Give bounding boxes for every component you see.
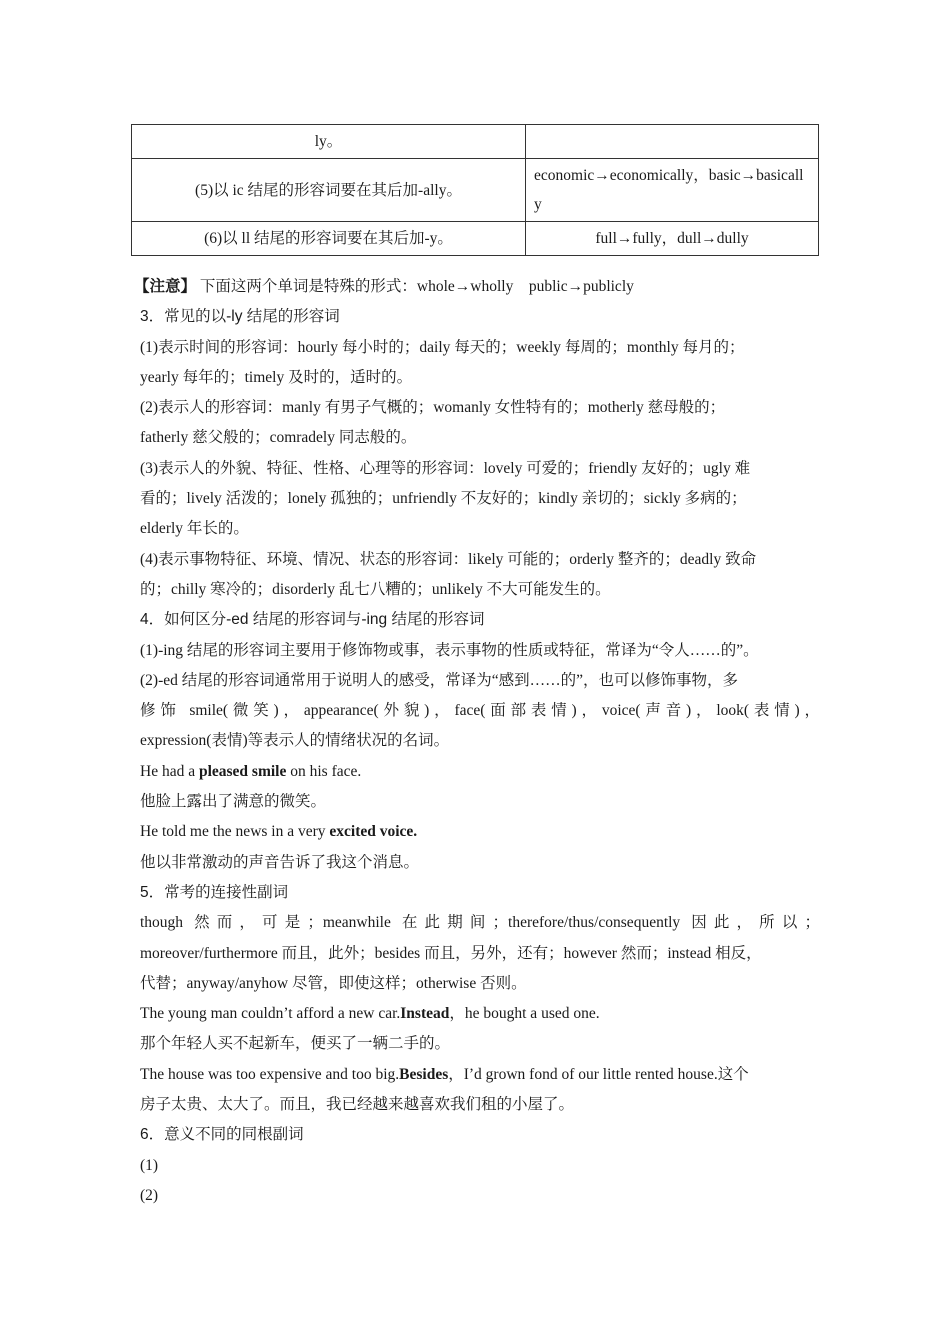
- example-text: on his face.: [286, 762, 362, 780]
- example-sentence: [140, 999, 820, 1029]
- paragraph-line: expression(表情)等表示人的情绪状况的名词。: [140, 732, 450, 750]
- table-cell-rule: (6)以 ll 结尾的形容词要在其后加-y。: [132, 222, 526, 256]
- example-translation: 那个年轻人买不起新车，便买了一辆二手的。: [140, 1035, 451, 1053]
- paragraph-line: (1)表示时间的形容词：hourly 每小时的；daily 每天的；weekly 每周的；monthly 每月的；: [140, 338, 745, 356]
- table-cell-rule: ly。: [132, 125, 526, 159]
- section-heading: 5．常考的连接性副词: [140, 883, 289, 901]
- example-text: He had a: [140, 762, 199, 780]
- adverb-formation-table: [131, 124, 819, 256]
- list-item: (1): [140, 1156, 159, 1174]
- example-keyword: excited voice.: [329, 823, 418, 841]
- paragraph-line: fatherly 慈父般的；comradely 同志般的。: [140, 429, 417, 447]
- note-tag: 【注意】: [134, 278, 197, 295]
- paragraph-line: (3)表示人的外貌、特征、性格、心理等的形容词：lovely 可爱的；friendly 友好的；ugly 难: [140, 459, 751, 477]
- example-keyword: Besides: [399, 1065, 449, 1083]
- section-heading: 6．意义不同的同根副词: [140, 1126, 304, 1144]
- section-heading: 4．如何区分-ed 结尾的形容词与-ing 结尾的形容词: [140, 611, 485, 629]
- table-cell-example: full→fully，dull→dully: [526, 222, 819, 256]
- example-sentence: [140, 757, 820, 787]
- table-row: [132, 125, 819, 159]
- example-text: ，he bought a used one.: [449, 1005, 600, 1023]
- paragraph-line: (4)表示事物特征、环境、情况、状态的形容词：likely 可能的；orderly 整齐的；deadly 致命: [140, 550, 757, 568]
- example-translation: 他以非常激动的声音告诉了我这个消息。: [140, 853, 420, 871]
- table-row: [132, 222, 819, 256]
- example-keyword: Instead: [400, 1005, 450, 1023]
- example-sentence: [140, 817, 820, 847]
- paragraph-line: elderly 年长的。: [140, 520, 249, 538]
- table-row: [132, 159, 819, 222]
- note-line: [134, 272, 820, 302]
- paragraph-line: 看的；lively 活泼的；lonely 孤独的；unfriendly 不友好的；kindly 亲切的；sickly 多病的；: [140, 490, 747, 508]
- document-body: [134, 272, 820, 1211]
- paragraph-line: 修饰 smile(微笑)，appearance(外貌)，face(面部表情)，voice(声音)，look(表情)，: [140, 702, 820, 720]
- list-item: (2): [140, 1186, 159, 1204]
- table-cell-example: [526, 125, 819, 159]
- example-translation: 他脸上露出了满意的微笑。: [140, 793, 327, 811]
- table-cell-rule: (5)以 ic 结尾的形容词要在其后加-ally。: [132, 159, 526, 222]
- paragraph-line: (2)-ed 结尾的形容词通常用于说明人的感受，常译为“感到……的”，也可以修饰事物，多: [140, 671, 739, 689]
- note-text: 下面这两个单词是特殊的形式：whole→wholly public→publicly: [196, 278, 634, 295]
- example-text: ，I’d grown fond of our little rented house.这个: [448, 1065, 749, 1083]
- paragraph-line: (2)表示人的形容词：manly 有男子气概的；womanly 女性特有的；motherly 慈母般的；: [140, 399, 726, 417]
- paragraph-line: though 然而，可是；meanwhile 在此期间；therefore/thus/consequently 因此，所以；: [140, 914, 820, 932]
- example-sentence: [140, 1060, 820, 1090]
- example-text: The house was too expensive and too big.: [140, 1065, 400, 1083]
- paragraph-line: moreover/furthermore 而且，此外；besides 而且，另外，还有；however 然而；instead 相反，: [140, 944, 762, 962]
- section-heading: 3．常见的以-ly 结尾的形容词: [140, 308, 340, 326]
- paragraph-line: 的；chilly 寒冷的；disorderly 乱七八糟的；unlikely 不大可能发生的。: [140, 580, 611, 598]
- example-text: He told me the news in a very: [140, 823, 330, 841]
- paragraph-line: yearly 每年的；timely 及时的，适时的。: [140, 368, 413, 386]
- example-text: The young man couldn’t afford a new car.: [140, 1005, 401, 1023]
- paragraph-line: 代替；anyway/anyhow 尽管，即使这样；otherwise 否则。: [140, 974, 527, 992]
- example-keyword: pleased smile: [198, 762, 287, 780]
- paragraph-line: (1)-ing 结尾的形容词主要用于修饰物或事，表示事物的性质或特征，常译为“令人……的”。: [140, 641, 759, 659]
- table-cell-example: economic→economically，basic→basically: [526, 159, 819, 222]
- example-translation: 房子太贵、太大了。而且，我已经越来越喜欢我们租的小屋了。: [140, 1096, 575, 1114]
